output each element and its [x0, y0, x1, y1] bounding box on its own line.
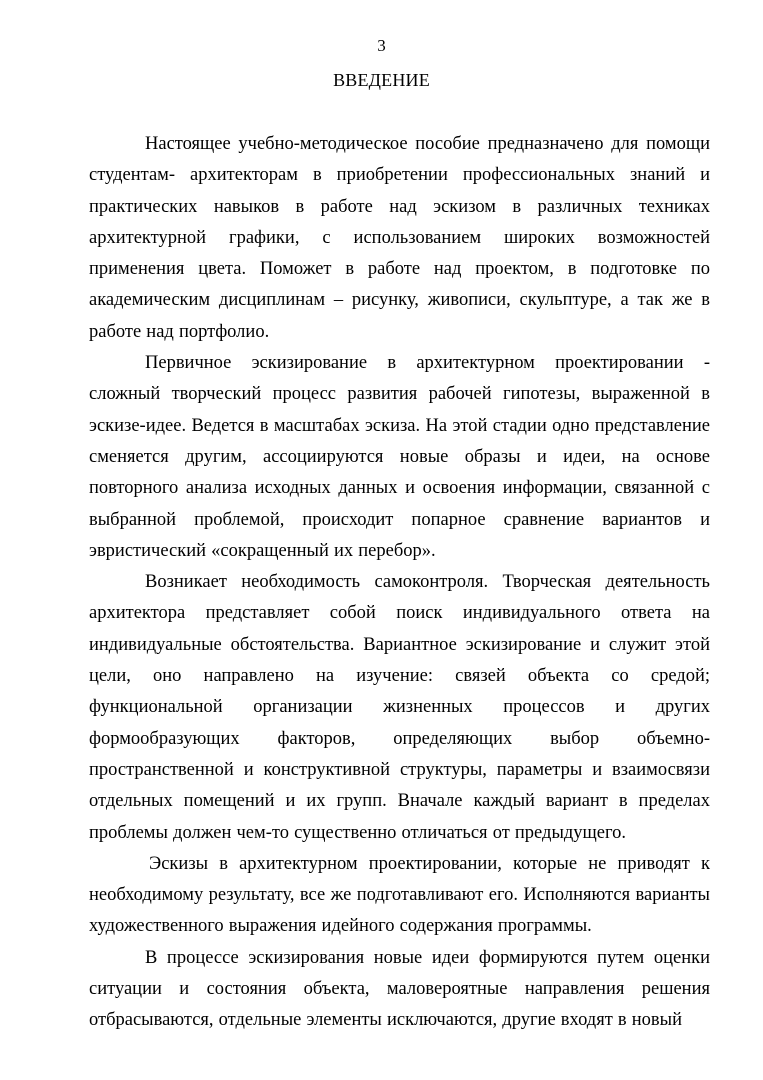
page-title: ВВЕДЕНИЕ	[333, 70, 430, 90]
page-number: 3	[377, 36, 386, 55]
paragraph-1: Настоящее учебно-методическое пособие предназначено для помощи студентам- архитекторам в приобретении профессиональных знаний и практических навыков в работе над эскизом в различных техниках архитектурной графики, с использованием широких возможностей применения цвета. Поможет в работе над проектом, в подготовке по академическим дисциплинам – рисунку, живописи, скульптуре, а так же в работе над портфолио.	[89, 134, 710, 342]
paragraph-2: Первичное эскизирование в архитектурном проектировании - сложный творческий процесс развития рабочей гипотезы, выраженной в эскизе-идее. Ведется в масштабах эскиза. На этой стадии одно представление сменяется другим, ассоциируются новые образы и идеи, на основе повторного анализа исходных данных и освоения информации, связанной с выбранной проблемой, происходит попарное сравнение вариантов и эвристический «сокращенный их перебор».	[89, 353, 710, 561]
paragraph-4: Эскизы в архитектурном проектировании, которые не приводят к необходимому результату, все же подготавливают его. Исполняются варианты художественного выражения идейного содержания программы.	[89, 853, 710, 937]
paragraph-3: Возникает необходимость самоконтроля. Творческая деятельность архитектора представляет собой поиск индивидуального ответа на индивидуальные обстоятельства. Вариантное эскизирование и служит этой цели, оно направлено на изучение: связей объекта со средой; функциональной организации жизненных процессов и других формообразующих факторов, определяющих выбор объемно-пространственной и конструктивной структуры, параметры и взаимосвязи отдельных помещений и их групп. Вначале каждый вариант в пределах проблемы должен чем-то существенно отличаться от предыдущего.	[89, 572, 710, 843]
paragraph-5: В процессе эскизирования новые идеи формируются путем оценки ситуации и состояния объекта, маловероятные направления решения отбрасываются, отдельные элементы исключаются, другие входят в новый	[89, 947, 710, 1031]
document-body	[89, 129, 710, 1037]
